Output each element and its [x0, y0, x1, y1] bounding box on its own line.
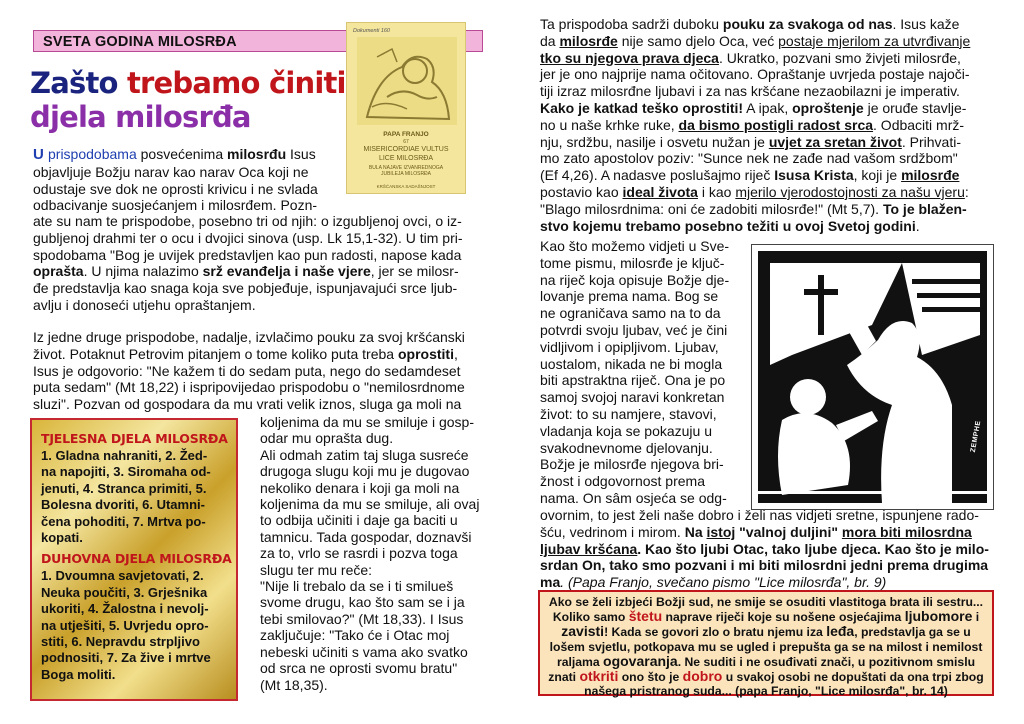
text-line: puta sedam" (Mt 18,22) i ispripovijedao prispodobu o "nemilosrdnome	[33, 379, 465, 396]
text-line: nju, srdžbu, nasilje i osvetu nužan je uvjet za sretan život. Prihvati-	[540, 133, 961, 150]
text-line: žnost i odgovornost prema	[540, 473, 705, 490]
text-line: Isus je odgovorio: "Ne kažem ti do sedam puta, nego do sedamdeset	[33, 362, 461, 379]
text-line: to odbija učiniti i daje ga baciti u	[260, 512, 458, 529]
text-line: Ali odmah zatim taj sluga susreće	[260, 446, 469, 463]
text-line: ne ograničava samo na to da	[540, 305, 721, 322]
text-line: no u naše krhke ruke, da bismo postigli radost srca. Odbaciti mrž-	[540, 116, 965, 133]
book-cover-artwork	[357, 37, 457, 125]
text-line: Kako je katkad teško oprostiti! A ipak, oproštenje je oruđe stavlje-	[540, 99, 967, 116]
text-line: za to, vrlo se rasrdi i pozva toga	[260, 545, 458, 562]
text-line: Kao što možemo vidjeti u Sve-	[540, 238, 730, 254]
papal-quote-box	[538, 590, 994, 699]
prayer-illustration	[751, 244, 994, 510]
text-line: Bolesna dvoriti, 6. Utamni-	[41, 497, 205, 513]
book-title-latin: MISERICORDIAE VULTUS	[363, 146, 449, 153]
text-line: odbacivanje suosjećanjem i milosrđem. Pozn-	[33, 197, 318, 214]
text-line: nebeski učiniti s vama ako svatko	[260, 643, 468, 660]
book-subtitle-2: JUBILEJA MILOSRĐA	[380, 171, 431, 177]
page-title	[30, 66, 346, 134]
book-publisher: KRŠĆANSKA SADAŠNJOST	[376, 184, 436, 189]
text-line: od srca ne oprosti svomu bratu"	[260, 660, 458, 677]
text-line: ma. (Papa Franjo, svečano pismo "Lice milosrđa", br. 9)	[540, 574, 887, 591]
text-line: Koliko samo štetu naprave riječi koje su nošene osjećajima ljubomore i	[552, 608, 980, 625]
text-line: na riječ koja opisuje Božje dje-	[540, 271, 730, 288]
text-line: jenuti, 4. Stranca primiti, 5.	[41, 480, 207, 496]
text-line: našega pristranog suda... (papa Franjo, "Lice milosrđa", br. 14)	[584, 684, 948, 699]
text-line: lošem svjetlu, potkopava mu se ugled i prepušta ga se na milost i nemilost	[549, 639, 983, 654]
text-line: zaključuje: "Tako će i Otac moj	[260, 627, 450, 644]
left-paragraph-2	[33, 329, 483, 413]
text-line: Neuka poučiti, 3. Grješnika	[41, 584, 208, 600]
text-line: srdan On, tako smo pozvani i mi biti milosrdni jedni prema drugima	[540, 557, 989, 574]
text-line: gubljenoj drahmi ter o ocu i dvojici sinova (usp. Lk 15,1-32). U tim pri-	[33, 229, 463, 246]
artist-signature: ZEMPHE	[969, 420, 983, 453]
text-line: Ta prispodoba sadrži duboku pouku za svakoga od nas. Isus kaže	[540, 16, 960, 32]
text-line: ukoriti, 4. Žalostna i nevolj-	[41, 601, 209, 617]
text-line: nama. On sâm osjeća se odg-	[540, 489, 727, 506]
text-line: "Nije li trebalo da se i ti smilueš	[260, 578, 454, 595]
corporal-works-list	[41, 448, 233, 546]
text-line: biti apstraktna riječ. Ona je po	[540, 372, 726, 389]
text-line: postavio kao ideal života i kao mjerilo vjerodostojnosti za našu vjeru:	[540, 183, 969, 200]
left-paragraph-1-narrow	[33, 146, 343, 214]
text-line: Božje je milosrđe njegova bri-	[540, 456, 724, 473]
text-line: (Mt 18,35).	[260, 676, 328, 693]
text-line: odar mu oprašta dug.	[260, 430, 394, 447]
left-paragraph-1-wide	[33, 213, 483, 314]
corporal-works-heading: TJELESNA DJELA MILOSRĐA	[41, 431, 228, 446]
spiritual-works-list	[41, 568, 233, 683]
right-narrow-column	[540, 238, 742, 507]
text-line: oprašta. U njima nalazimo srž evanđelja i naše vjere, jer se milosr-	[33, 263, 459, 280]
text-line: šću, vedrinom i mirom. Na istoj "valnoj duljini" mora biti milosrdna	[540, 523, 972, 540]
title-part-zasto: Zašto	[30, 66, 127, 100]
text-line: tome pismu, milosrđe je ključ-	[540, 254, 725, 271]
text-line: objavljuje Božju narav kao narav Oca koji ne	[33, 163, 309, 180]
text-line: kopati.	[41, 530, 83, 546]
text-line: ovornim, to jest želi naše dobro i želi nas vidjeti sretne, ispunjene rado-	[540, 507, 979, 523]
text-line: U prispodobama posvećenima milosrđu Isus	[33, 146, 316, 163]
book-number: 67	[403, 139, 409, 145]
works-of-mercy-box	[30, 418, 238, 701]
text-line: jer je ono najprije nama očitovano. Opraštanje uvrjeda postaje najoči-	[540, 66, 970, 83]
book-author: PAPA FRANJO	[383, 131, 429, 138]
text-line: znati otkriti ono što je dobro u svakoj osobi ne dopuštati da ona trpi zbog	[548, 668, 984, 685]
text-line: uostalom, nikada ne bi mogla	[540, 355, 723, 372]
text-line: drugoga slugu koji mu je dugovao	[260, 463, 470, 480]
text-line: tamnicu. Tada gospodar, doznavši	[260, 528, 472, 545]
text-line: ate su nam te prispodobe, posebno tri od njih: o izgubljenoj ovci, o iz-	[33, 213, 462, 229]
text-line: svome drugu, kao što sam se i ja	[260, 594, 465, 611]
text-line: 1. Gladna nahraniti, 2. Žed-	[41, 448, 208, 463]
text-line: tiji izraz milosrđne ljubavi i za nas kršćane nezaobilazni je imperativ.	[540, 83, 960, 100]
text-line: vidljivom i opipljivom. Ljubav,	[540, 338, 719, 355]
text-line: odustaje sve dok ne oprosti krivicu i ne svlada	[33, 180, 318, 197]
book-series-label: Dokumenti 160	[353, 28, 390, 34]
text-line: život. Potaknut Petrovim pitanjem o tome koliko puta treba oprostiti,	[33, 345, 458, 362]
text-line: nekoliko denara i koji ga moli na	[260, 479, 460, 496]
woodcut-prayer-artwork	[752, 245, 993, 509]
text-line: slugu ter mu reče:	[260, 561, 373, 578]
text-line: Boga moliti.	[41, 666, 116, 682]
text-line: na napojiti, 3. Siromaha od-	[41, 464, 211, 480]
text-line: Iz jedne druge prispodobe, nadalje, izvlačimo pouku za svoj kršćanski	[33, 329, 465, 345]
text-line: sluzi". Pozvan od gospodara da mu vrati velik iznos, sluga ga moli na	[33, 396, 462, 413]
text-line: (Ef 4,26). A nadasve poslušajmo riječ Isusa Krista, koji je milosrđe	[540, 167, 960, 184]
text-line: ljubav kršćana. Kao što ljubi Otac, tako ljube djeca. Kao što je milo-	[540, 540, 989, 557]
text-line: zavisti! Kada se govori zlo o bratu njemu iza leđa, predstavlja ga se u	[561, 623, 971, 640]
text-line: Ako se želi izbjeći Božji sud, ne smije se osuditi vlastitoga brata ili sestru...	[548, 595, 984, 609]
text-line: da milosrđe nije samo djelo Oca, već postaje mjerilom za utvrđivanje	[540, 32, 971, 49]
text-line: svakodnevnome djelovanju.	[540, 439, 713, 456]
right-paragraph-bottom	[540, 507, 994, 591]
title-line2: djela milosrđa	[30, 100, 251, 134]
text-line: potvrdi svoju ljubav, već je čini	[540, 321, 728, 338]
text-line: spodobama "Bog je uvijek predstavljen kao pun radosti, napose kada	[33, 246, 462, 263]
text-line: đe predstavlja kao snaga koja sve pobjeđuje, ispunjavajući srce ljub-	[33, 280, 458, 297]
text-line: koljenima da mu se smiluje i gosp-	[260, 414, 474, 430]
book-subtitle-1: BULA NAJAVE IZVANREDNOGA	[368, 165, 444, 171]
text-line: 1. Dvoumna savjetovati, 2.	[41, 568, 204, 584]
book-title-croatian: LICE MILOSRĐA	[378, 155, 434, 162]
text-line: život: to su namjere, stavovi,	[540, 405, 717, 422]
title-part-trebamo: trebamo činiti	[126, 66, 346, 100]
text-line: čena pohoditi, 7. Mrtva po-	[41, 513, 206, 529]
text-line: stiti, 6. Nepravdu strpljivo	[41, 634, 200, 650]
text-line: mo zato apostolov poziv: "Sunce nek ne zađe nad vašom srdžbom"	[540, 150, 958, 167]
text-line: lovanje prema nama. Bog se	[540, 288, 719, 305]
left-narrow-column	[260, 414, 485, 693]
text-line: raljama ogovaranja. Ne suditi i ne osuđivati znači, u pozitivnom smislu	[556, 652, 976, 669]
text-line: avlju i donoseći utjehu opraštanjem.	[33, 296, 256, 313]
text-line: na utješiti, 5. Uvrjedu opro-	[41, 617, 209, 633]
book-cover-image	[346, 22, 466, 194]
text-line: stvo kojemu trebamo posebno težiti u ovoj Svetoj godini.	[540, 217, 920, 234]
text-line: podnositi, 7. Za žive i mrtve	[41, 650, 211, 666]
text-line: koljenima da mu se smiluje, ali ovaj	[260, 496, 480, 513]
text-line: tebi smilovao?" (Mt 18,33). I Isus	[260, 610, 464, 627]
section-banner: SVETA GODINA MILOSRĐA	[33, 30, 483, 52]
text-line: tko su njegova prava djeca. Ukratko, pozvani smo živjeti milosrđe,	[540, 49, 961, 66]
text-line: vladanja koja se pokazuju u	[540, 422, 713, 439]
spiritual-works-heading: DUHOVNA DJELA MILOSRĐA	[41, 551, 232, 567]
text-line: samoj svojoj naravi konkretan	[540, 389, 725, 406]
text-line: "Blago milosrdnima: oni će zadobiti milosrđe!" (Mt 5,7). To je blažen-	[540, 200, 967, 217]
right-paragraph-top	[540, 16, 994, 234]
